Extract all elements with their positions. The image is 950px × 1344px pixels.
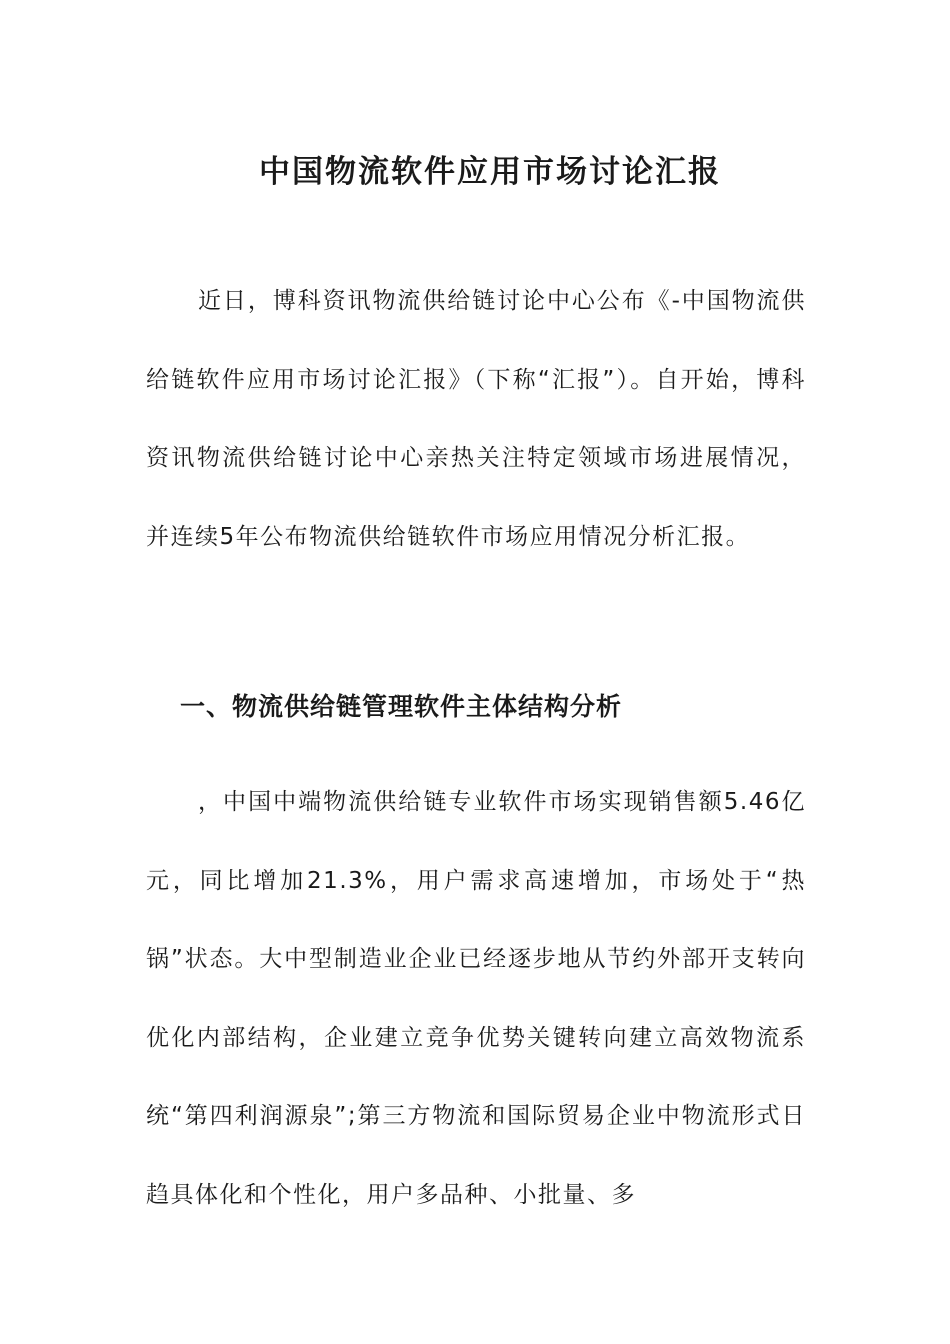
section-body-paragraph: ，中国中端物流供给链专业软件市场实现销售额5.46亿元，同比增加21.3%，用户需求高速增加，市场处于“热锅”状态。大中型制造业企业已经逐步地从节约外部开支转向优化内部结构，企业建立竞争优势关键转向建立高效物流系统“第四利润源泉”;第三方物流和国际贸易企业中物流形式日趋具体化和个性化，用户多品种、小批量、多 (146, 789, 806, 1208)
intro-paragraph: 近日，博科资讯物流供给链讨论中心公布《-中国物流供给链软件应用市场讨论汇报》（下称“汇报”）。自开始，博科资讯物流供给链讨论中心亲热关注特定领域市场进展情况，并连续5年公布物流供给链软件市场应用情况分析汇报。 (146, 288, 806, 550)
document-title: 中国物流软件应用市场讨论汇报 (259, 154, 721, 190)
section-heading: 一、物流供给链管理软件主体结构分析 (180, 692, 623, 721)
